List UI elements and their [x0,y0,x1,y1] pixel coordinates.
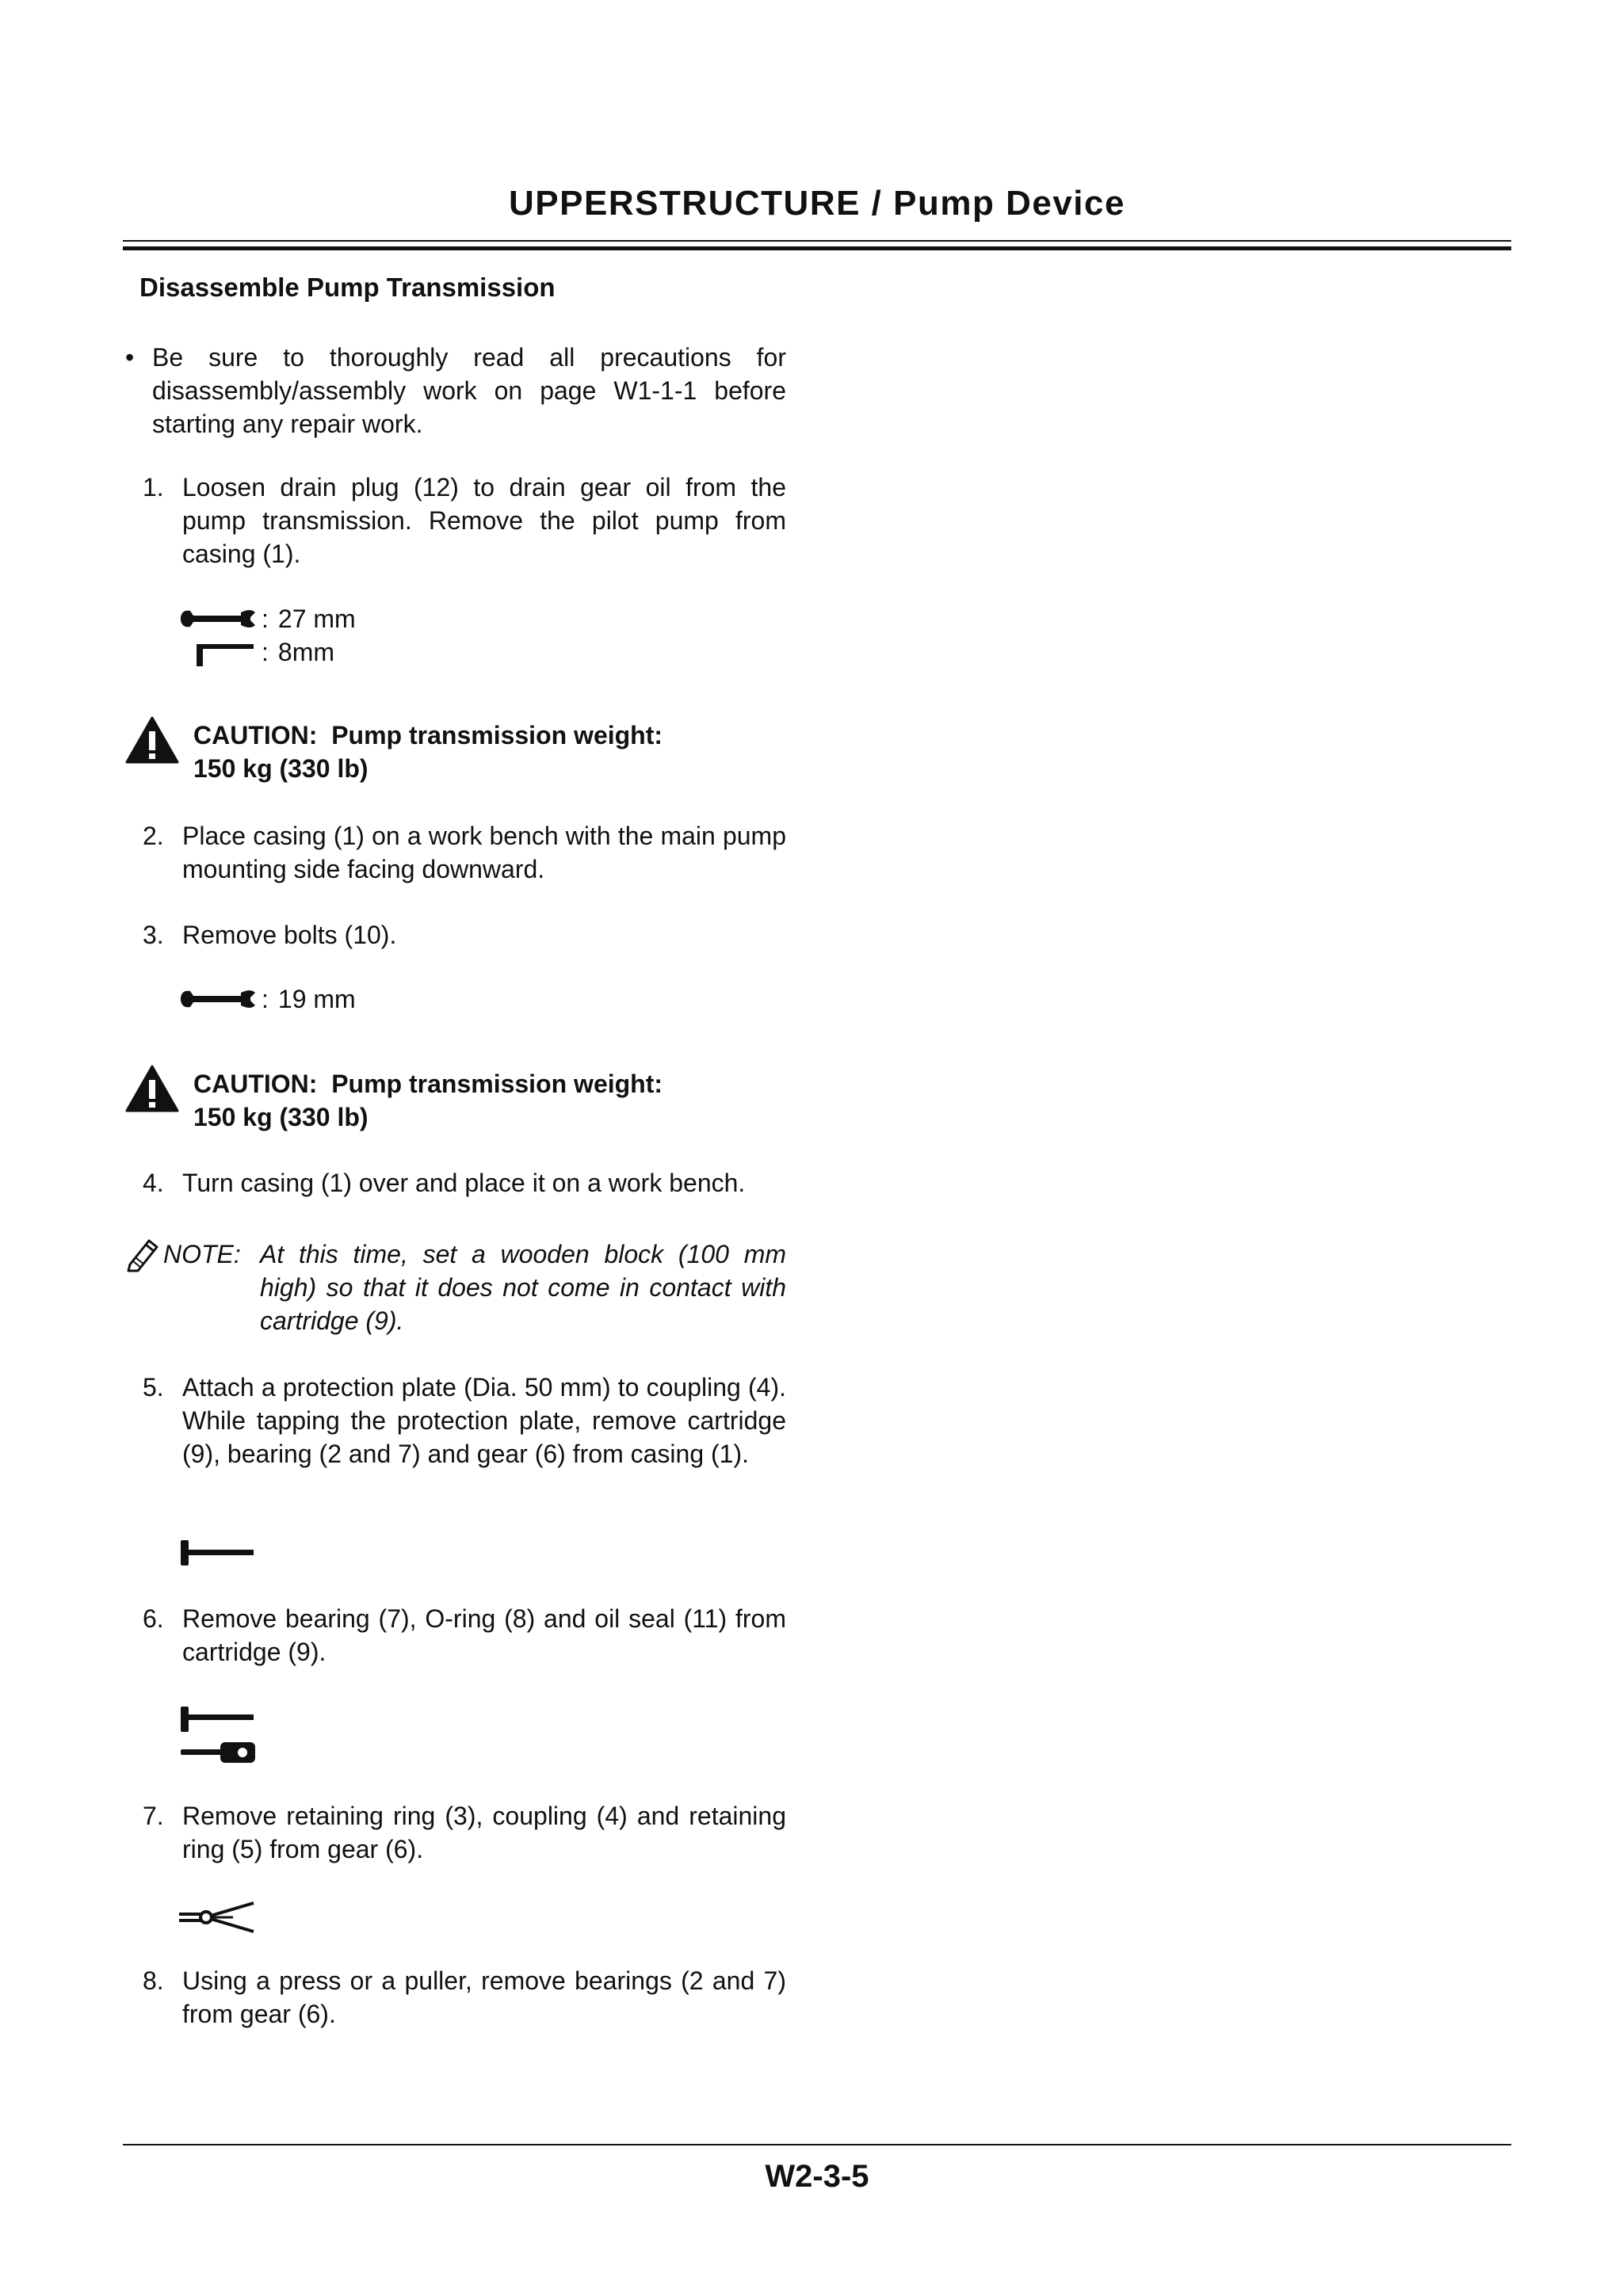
warning-icon [125,1064,179,1113]
step-text: Turn casing (1) over and place it on a work bench. [182,1169,746,1197]
colon: : [262,638,269,666]
step-7 [143,1799,786,1866]
caution-block [125,719,791,785]
step-text: Loosen drain plug (12) to drain gear oil from the pump transmission. Remove the pilot pump from casing (1). [182,473,786,568]
step-4 [143,1166,786,1199]
caution-text: Pump transmission weight: [331,721,663,749]
note-text: At this time, set a wooden block (100 mm high) so that it does not come in contact with cartridge (9). [260,1240,786,1335]
step-number: 1. [143,473,164,502]
step-1 [143,471,786,570]
tool-spec-hex-8 [193,635,334,669]
wrench-size: 27 mm [277,605,356,633]
step-5 [143,1371,786,1470]
step-text: Using a press or a puller, remove bearings (2 and 7) from gear (6). [182,1966,786,2028]
pencil-note-icon [125,1236,160,1272]
step-number: 6. [143,1604,164,1633]
step-number: 8. [143,1966,164,1995]
warning-icon [125,715,179,765]
step-text: Attach a protection plate (Dia. 50 mm) to coupling (4). While tapping the protection plate, remove cartridge (9), bearing (2 and 7) and gear (6) from casing (1). [182,1373,786,1468]
step-number: 5. [143,1373,164,1402]
step-6 [143,1602,786,1669]
drift-bar-icon [179,1740,258,1765]
caution-label: CAUTION: [193,721,318,749]
wrench-size: 19 mm [277,985,356,1013]
section-title: Disassemble Pump Transmission [139,273,556,302]
step-number: 3. [143,921,164,949]
header-divider [123,240,1511,242]
bullet-symbol: • [125,343,135,372]
step-text: Remove retaining ring (3), coupling (4) and retaining ring (5) from gear (6). [182,1802,786,1863]
step-text: Place casing (1) on a work bench with the main pump mounting side facing downward. [182,822,786,883]
step-number: 7. [143,1802,164,1830]
tool-spec-wrench-19 [178,982,356,1016]
step-8 [143,1964,786,2031]
page-number: W2-3-5 [765,2159,869,2194]
page-title: UPPERSTRUCTURE / Pump Device [509,184,1125,223]
colon: : [262,985,269,1013]
step-text: Remove bolts (10). [182,921,397,949]
tool-spec-wrench-27 [178,602,356,635]
footer-divider [123,2144,1511,2145]
caution-text: Pump transmission weight: [331,1070,663,1098]
caution-label: CAUTION: [193,1070,318,1098]
step-3 [143,918,786,952]
hex-key-icon [193,636,257,668]
note-block [125,1238,786,1337]
caution-weight: 150 kg (330 lb) [193,754,369,783]
colon: : [262,605,269,633]
wrench-icon [178,983,257,1015]
hammer-icon [179,1703,255,1735]
caution-weight: 150 kg (330 lb) [193,1103,369,1131]
step-number: 4. [143,1169,164,1197]
step-2 [143,819,786,886]
wrench-icon [178,603,257,635]
hammer-icon [179,1537,255,1569]
caution-block [125,1067,791,1134]
snap-ring-pliers-icon [178,1900,257,1935]
header-divider-thick [123,246,1511,250]
note-label: NOTE: [163,1240,241,1268]
step-number: 2. [143,822,164,850]
bullet-text: Be sure to thoroughly read all precautions for disassembly/assembly work on page W1-1-1 before starting any repair work. [152,343,786,438]
intro-bullet [125,341,786,441]
hex-size: 8mm [277,638,334,666]
step-text: Remove bearing (7), O-ring (8) and oil seal (11) from cartridge (9). [182,1604,786,1666]
